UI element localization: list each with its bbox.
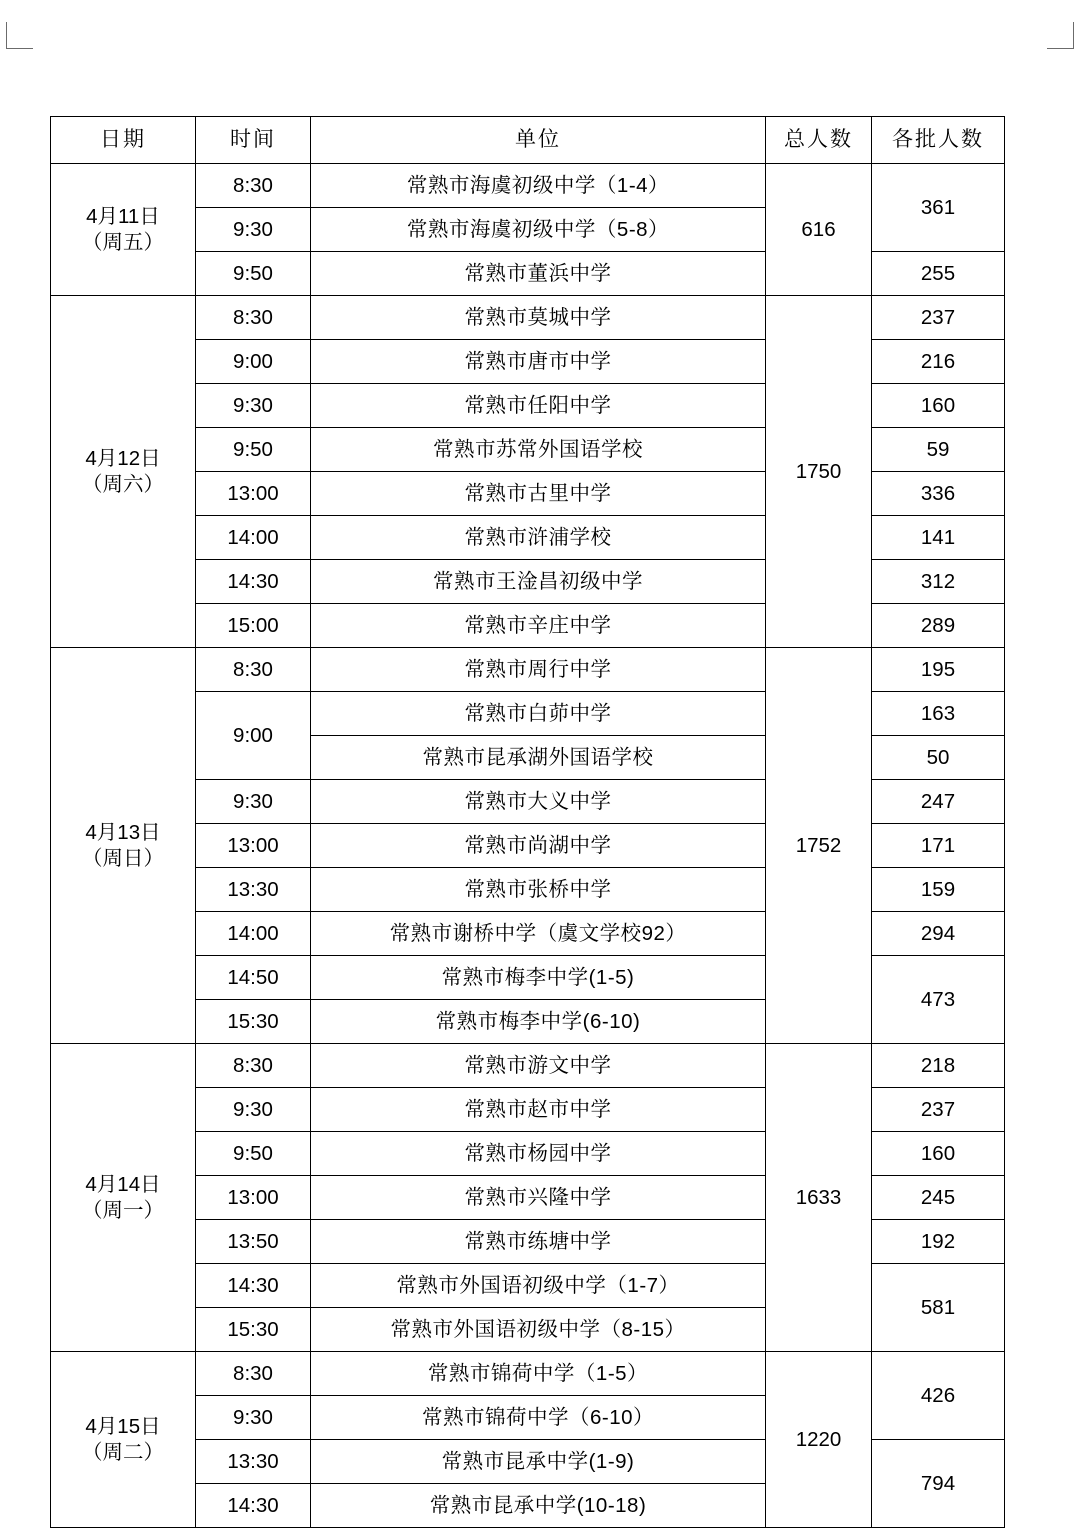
batch-cell: 192 <box>872 1220 1005 1264</box>
table-row <box>51 296 1005 340</box>
time-cell: 14:30 <box>196 560 311 604</box>
time-cell: 9:30 <box>196 1088 311 1132</box>
date-cell <box>51 1352 196 1528</box>
time-cell: 9:30 <box>196 208 311 252</box>
total-cell: 1220 <box>766 1352 872 1528</box>
batch-cell: 141 <box>872 516 1005 560</box>
unit-cell: 常熟市梅李中学(1-5) <box>311 956 766 1000</box>
time-cell: 15:00 <box>196 604 311 648</box>
date-line-2: （周二） <box>82 1440 164 1464</box>
time-cell: 14:50 <box>196 956 311 1000</box>
table-header-row <box>51 117 1005 164</box>
date-cell <box>51 648 196 1044</box>
date-line-1: 4月11日 <box>86 204 160 228</box>
unit-cell: 常熟市尚湖中学 <box>311 824 766 868</box>
unit-cell: 常熟市昆承中学(1-9) <box>311 1440 766 1484</box>
time-cell: 9:30 <box>196 1396 311 1440</box>
unit-cell: 常熟市张桥中学 <box>311 868 766 912</box>
unit-cell: 常熟市赵市中学 <box>311 1088 766 1132</box>
time-cell: 14:30 <box>196 1484 311 1528</box>
time-cell: 13:00 <box>196 1176 311 1220</box>
unit-cell: 常熟市杨园中学 <box>311 1132 766 1176</box>
date-line-1: 4月15日 <box>85 1414 161 1438</box>
unit-cell: 常熟市浒浦学校 <box>311 516 766 560</box>
table-row <box>51 648 1005 692</box>
time-cell: 9:30 <box>196 780 311 824</box>
unit-cell: 常熟市辛庄中学 <box>311 604 766 648</box>
crop-mark-top-right <box>1047 22 1074 49</box>
column-header-total: 总人数 <box>766 117 872 164</box>
unit-cell: 常熟市锦荷中学（6-10） <box>311 1396 766 1440</box>
unit-cell: 常熟市练塘中学 <box>311 1220 766 1264</box>
unit-cell: 常熟市董浜中学 <box>311 252 766 296</box>
batch-cell: 794 <box>872 1440 1005 1528</box>
batch-cell: 195 <box>872 648 1005 692</box>
unit-cell: 常熟市王淦昌初级中学 <box>311 560 766 604</box>
total-cell: 616 <box>766 164 872 296</box>
batch-cell: 160 <box>872 1132 1005 1176</box>
time-cell: 8:30 <box>196 1352 311 1396</box>
batch-cell: 289 <box>872 604 1005 648</box>
date-line-1: 4月13日 <box>85 820 161 844</box>
batch-cell: 171 <box>872 824 1005 868</box>
unit-cell: 常熟市海虞初级中学（5-8） <box>311 208 766 252</box>
time-cell: 13:00 <box>196 472 311 516</box>
column-header-time: 时间 <box>196 117 311 164</box>
batch-cell: 336 <box>872 472 1005 516</box>
time-cell: 14:00 <box>196 912 311 956</box>
time-cell: 8:30 <box>196 164 311 208</box>
total-cell: 1752 <box>766 648 872 1044</box>
total-cell: 1633 <box>766 1044 872 1352</box>
time-cell: 13:30 <box>196 1440 311 1484</box>
time-cell: 15:30 <box>196 1308 311 1352</box>
time-cell: 13:30 <box>196 868 311 912</box>
date-line-2: （周五） <box>82 230 164 254</box>
time-cell: 9:00 <box>196 340 311 384</box>
batch-cell: 160 <box>872 384 1005 428</box>
time-cell: 9:50 <box>196 428 311 472</box>
batch-cell: 59 <box>872 428 1005 472</box>
batch-cell: 312 <box>872 560 1005 604</box>
time-cell: 9:00 <box>196 692 311 780</box>
unit-cell: 常熟市周行中学 <box>311 648 766 692</box>
date-line-1: 4月14日 <box>85 1172 161 1196</box>
unit-cell: 常熟市唐市中学 <box>311 340 766 384</box>
crop-mark-top-left <box>6 22 33 49</box>
time-cell: 9:30 <box>196 384 311 428</box>
date-line-1: 4月12日 <box>85 446 161 470</box>
column-header-batch: 各批人数 <box>872 117 1005 164</box>
column-header-date: 日期 <box>51 117 196 164</box>
unit-cell: 常熟市锦荷中学（1-5） <box>311 1352 766 1396</box>
unit-cell: 常熟市梅李中学(6-10) <box>311 1000 766 1044</box>
time-cell: 15:30 <box>196 1000 311 1044</box>
unit-cell: 常熟市莫城中学 <box>311 296 766 340</box>
batch-cell: 237 <box>872 296 1005 340</box>
batch-cell: 426 <box>872 1352 1005 1440</box>
time-cell: 9:50 <box>196 1132 311 1176</box>
unit-cell: 常熟市昆承湖外国语学校 <box>311 736 766 780</box>
date-cell <box>51 1044 196 1352</box>
date-line-2: （周日） <box>82 846 164 870</box>
batch-cell: 218 <box>872 1044 1005 1088</box>
unit-cell: 常熟市谢桥中学（虞文学校92） <box>311 912 766 956</box>
unit-cell: 常熟市苏常外国语学校 <box>311 428 766 472</box>
table-body <box>51 164 1005 1528</box>
unit-cell: 常熟市白茆中学 <box>311 692 766 736</box>
schedule-table <box>50 116 1005 1528</box>
date-line-2: （周一） <box>82 1198 164 1222</box>
column-header-unit: 单位 <box>311 117 766 164</box>
unit-cell: 常熟市任阳中学 <box>311 384 766 428</box>
document-body <box>50 116 1004 1528</box>
date-cell <box>51 164 196 296</box>
date-cell <box>51 296 196 648</box>
batch-cell: 581 <box>872 1264 1005 1352</box>
table-header <box>51 117 1005 164</box>
batch-cell: 247 <box>872 780 1005 824</box>
time-cell: 9:50 <box>196 252 311 296</box>
table-row <box>51 164 1005 208</box>
batch-cell: 159 <box>872 868 1005 912</box>
table-row <box>51 1044 1005 1088</box>
unit-cell: 常熟市大义中学 <box>311 780 766 824</box>
time-cell: 13:50 <box>196 1220 311 1264</box>
batch-cell: 245 <box>872 1176 1005 1220</box>
unit-cell: 常熟市古里中学 <box>311 472 766 516</box>
batch-cell: 361 <box>872 164 1005 252</box>
batch-cell: 163 <box>872 692 1005 736</box>
unit-cell: 常熟市兴隆中学 <box>311 1176 766 1220</box>
batch-cell: 216 <box>872 340 1005 384</box>
unit-cell: 常熟市外国语初级中学（8-15） <box>311 1308 766 1352</box>
unit-cell: 常熟市游文中学 <box>311 1044 766 1088</box>
unit-cell: 常熟市海虞初级中学（1-4） <box>311 164 766 208</box>
total-cell: 1750 <box>766 296 872 648</box>
batch-cell: 473 <box>872 956 1005 1044</box>
unit-cell: 常熟市昆承中学(10-18) <box>311 1484 766 1528</box>
time-cell: 8:30 <box>196 648 311 692</box>
time-cell: 13:00 <box>196 824 311 868</box>
date-line-2: （周六） <box>82 472 164 496</box>
time-cell: 8:30 <box>196 296 311 340</box>
unit-cell: 常熟市外国语初级中学（1-7） <box>311 1264 766 1308</box>
time-cell: 14:00 <box>196 516 311 560</box>
batch-cell: 294 <box>872 912 1005 956</box>
batch-cell: 255 <box>872 252 1005 296</box>
time-cell: 8:30 <box>196 1044 311 1088</box>
batch-cell: 50 <box>872 736 1005 780</box>
time-cell: 14:30 <box>196 1264 311 1308</box>
batch-cell: 237 <box>872 1088 1005 1132</box>
table-row <box>51 1352 1005 1396</box>
